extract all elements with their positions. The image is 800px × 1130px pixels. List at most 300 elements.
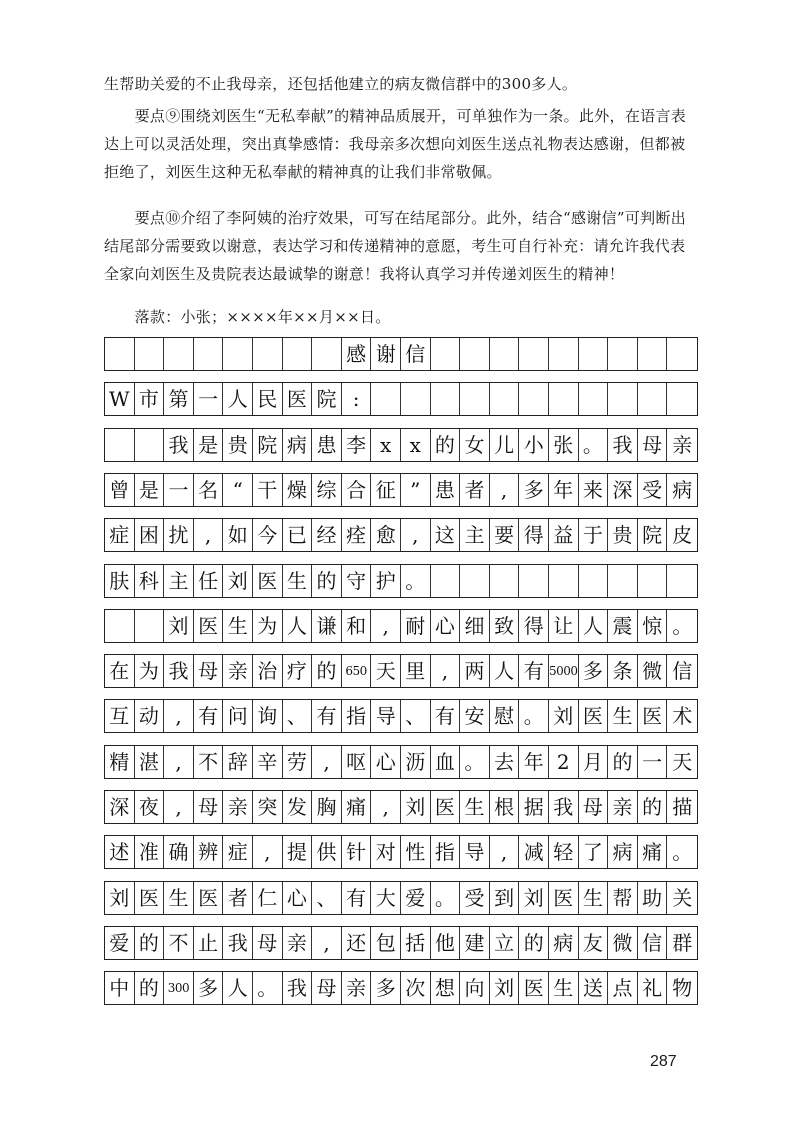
grid-row [104, 926, 698, 960]
grid-cell: 导 [460, 836, 490, 868]
grid-cell: 综 [312, 474, 342, 506]
grid-cell: 深 [105, 791, 135, 823]
grid-cell: 谦 [312, 610, 342, 642]
grid-cell [608, 383, 638, 415]
grid-cell: 精 [105, 746, 135, 778]
grid-cell [431, 383, 461, 415]
grid-cell: 病 [549, 927, 579, 959]
grid-cell: 皮 [672, 523, 693, 548]
grid-cell: 心 [371, 746, 401, 778]
grid-cell: 650 [342, 655, 372, 687]
grid-row [104, 382, 698, 416]
grid-cell: 描 [672, 795, 693, 819]
grid-cell: 有 [519, 655, 549, 687]
grid-cell [608, 565, 638, 597]
grid-cell: , [490, 474, 520, 506]
grid-cell: 一 [194, 383, 224, 415]
grid-cell: 信 [672, 659, 693, 684]
grid-cell: 心 [283, 882, 313, 914]
grid-cell [223, 338, 253, 370]
grid-cell: 爱 [105, 927, 135, 959]
grid-cell: 益 [549, 519, 579, 551]
grid-cell: 患 [431, 474, 461, 506]
grid-cell: 第 [164, 383, 194, 415]
grid-cell: 发 [283, 791, 313, 823]
grid-cell: 有 [312, 700, 342, 732]
grid-cell: 不 [194, 746, 224, 778]
grid-cell: 已 [283, 519, 313, 551]
grid-row [104, 971, 698, 1005]
grid-cell [460, 338, 490, 370]
grid-cell: 爱 [401, 882, 431, 914]
grid-cell: ” [401, 474, 431, 506]
grid-cell: 。 [672, 840, 693, 865]
grid-cell: , [164, 791, 194, 823]
grid-cell: 对 [371, 836, 401, 868]
grid-cell: 人 [579, 610, 609, 642]
grid-cell: 刘 [490, 972, 520, 1004]
grid-cell: 帮 [608, 882, 638, 914]
grid-cell [371, 383, 401, 415]
grid-cell: 心 [431, 610, 461, 642]
grid-cell: 到 [490, 882, 520, 914]
grid-cell: 这 [431, 519, 461, 551]
grid-cell: 受 [460, 882, 490, 914]
grid-cell: 刘 [519, 882, 549, 914]
grid-cell: 述 [105, 836, 135, 868]
grid-cell: , [312, 927, 342, 959]
grid-cell: 年 [549, 474, 579, 506]
grid-cell: 于 [579, 519, 609, 551]
grid-cell: 止 [194, 927, 224, 959]
grid-cell [519, 565, 549, 597]
grid-row [104, 745, 698, 779]
grid-cell: 年 [519, 746, 549, 778]
grid-cell: 要 [490, 519, 520, 551]
grid-cell: 生 [283, 565, 313, 597]
grid-cell [490, 565, 520, 597]
grid-cell: 今 [253, 519, 283, 551]
grid-cell [490, 338, 520, 370]
grid-cell: 母 [194, 655, 224, 687]
grid-row [104, 518, 698, 552]
grid-cell: 询 [253, 700, 283, 732]
grid-cell: 的 [135, 927, 165, 959]
grid-cell: 。 [460, 746, 490, 778]
grid-cell [431, 565, 461, 597]
grid-cell: 安 [460, 700, 490, 732]
grid-cell [579, 565, 609, 597]
paragraph-1: 生帮助关爱的不止我母亲，还包括他建立的病友微信群中的300多人。 [104, 75, 578, 93]
grid-cell: , [371, 791, 401, 823]
grid-cell [460, 565, 490, 597]
grid-cell [519, 383, 549, 415]
grid-cell: 5000 [549, 655, 579, 687]
grid-cell: 院 [253, 429, 283, 461]
grid-cell: 生 [223, 610, 253, 642]
grid-cell: 指 [431, 836, 461, 868]
grid-cell [105, 338, 135, 370]
grid-cell: 亲 [608, 791, 638, 823]
grid-cell: 刘 [105, 882, 135, 914]
grid-cell: 辛 [253, 746, 283, 778]
grid-cell: 天 [672, 749, 693, 774]
grid-cell: 燥 [283, 474, 313, 506]
grid-cell: 沥 [401, 746, 431, 778]
grid-cell: 守 [342, 565, 372, 597]
grid-cell [549, 338, 579, 370]
grid-cell: 导 [371, 700, 401, 732]
grid-cell: 母 [194, 791, 224, 823]
grid-cell: 生 [164, 882, 194, 914]
grid-cell: 任 [194, 565, 224, 597]
grid-cell [638, 565, 668, 597]
grid-row [104, 790, 698, 824]
grid-cell: , [253, 836, 283, 868]
grid-cell: 多 [579, 655, 609, 687]
grid-cell: 得 [519, 610, 549, 642]
grid-cell: 有 [431, 700, 461, 732]
grid-cell: 者 [460, 474, 490, 506]
grid-cell: 医 [519, 972, 549, 1004]
grid-cell: , [371, 610, 401, 642]
grid-cell: 如 [223, 519, 253, 551]
grid-cell: 向 [460, 972, 490, 1004]
grid-cell: 两 [460, 655, 490, 687]
grid-cell: 母 [312, 972, 342, 1004]
grid-cell: W [105, 383, 135, 415]
grid-row [104, 699, 698, 733]
grid-cell: 我 [608, 429, 638, 461]
grid-cell: 有 [342, 882, 372, 914]
grid-cell: 微 [608, 927, 638, 959]
grid-cell: 市 [135, 383, 165, 415]
grid-cell: 人 [223, 972, 253, 1004]
grid-cell: 300 [164, 972, 194, 1004]
grid-cell: 的 [312, 565, 342, 597]
grid-cell: 合 [342, 474, 372, 506]
grid-cell: 生 [549, 972, 579, 1004]
grid-cell: 细 [460, 610, 490, 642]
grid-cell: 不 [164, 927, 194, 959]
grid-cell: 困 [135, 519, 165, 551]
grid-cell: 信 [638, 927, 668, 959]
grid-cell: 确 [164, 836, 194, 868]
grid-cell: 次 [401, 972, 431, 1004]
grid-cell: 想 [431, 972, 461, 1004]
grid-cell: 贵 [223, 429, 253, 461]
grid-cell: 人 [283, 610, 313, 642]
grid-cell: 让 [549, 610, 579, 642]
grid-cell: 物 [672, 976, 693, 1001]
grid-cell: 干 [253, 474, 283, 506]
grid-cell: 一 [164, 474, 194, 506]
grid-cell: 医 [579, 700, 609, 732]
grid-row [104, 881, 698, 915]
paragraph-2: 要点⑨围绕刘医生“无私奉献”的精神品质展开，可单独作为一条。此外，在语言表达上可以灵活处理，突出真挚感情：我母亲多次想向刘医生送点礼物表达感谢，但都被拒绝了，刘医生这种无私奉献的精神真的让我们非常敬佩。 [104, 107, 687, 181]
grid-cell: 亲 [283, 927, 313, 959]
grid-cell: 准 [135, 836, 165, 868]
grid-cell [401, 383, 431, 415]
grid-cell: , [312, 746, 342, 778]
grid-cell: 母 [579, 791, 609, 823]
grid-cell: 慰 [490, 700, 520, 732]
grid-cell [431, 338, 461, 370]
grid-cell: 建 [460, 927, 490, 959]
grid-cell: “ [223, 474, 253, 506]
grid-cell [549, 565, 579, 597]
grid-cell: 受 [638, 474, 668, 506]
grid-cell: 月 [579, 746, 609, 778]
grid-cell: 母 [638, 429, 668, 461]
grid-cell: , [194, 519, 224, 551]
grid-cell: 深 [608, 474, 638, 506]
grid-cell [579, 383, 609, 415]
grid-cell: , [401, 519, 431, 551]
grid-cell [105, 429, 135, 461]
grid-cell: 。 [253, 972, 283, 1004]
grid-cell: 提 [283, 836, 313, 868]
grid-cell: 医 [194, 610, 224, 642]
grid-cell: 名 [194, 474, 224, 506]
grid-cell: 人 [223, 383, 253, 415]
grid-cell: 互 [105, 700, 135, 732]
grid-cell: , [164, 700, 194, 732]
grid-cell: 我 [283, 972, 313, 1004]
grid-cell [490, 383, 520, 415]
grid-cell: 疗 [283, 655, 313, 687]
grid-cell: 征 [371, 474, 401, 506]
grid-cell: 立 [490, 927, 520, 959]
grid-cell: 医 [431, 791, 461, 823]
grid-cell: 民 [253, 383, 283, 415]
grid-cell: 据 [519, 791, 549, 823]
grid-cell: 。 [672, 613, 693, 638]
grid-cell: 病 [672, 477, 693, 502]
grid-cell: 礼 [638, 972, 668, 1004]
grid-cell [667, 565, 697, 597]
paragraph-4: 落款：小张；××××年××月××日。 [104, 308, 391, 326]
grid-cell: 我 [549, 791, 579, 823]
grid-cell: 院 [638, 519, 668, 551]
grid-cell: 耐 [401, 610, 431, 642]
grid-cell: 痛 [638, 836, 668, 868]
grid-row [104, 654, 698, 688]
grid-cell: 是 [135, 474, 165, 506]
grid-cell: 和 [342, 610, 372, 642]
grid-cell: 。 [579, 429, 609, 461]
grid-cell: 辞 [223, 746, 253, 778]
grid-cell: 我 [164, 429, 194, 461]
grid-cell: 湛 [135, 746, 165, 778]
grid-cell: 是 [194, 429, 224, 461]
grid-cell: 了 [579, 836, 609, 868]
grid-cell: 的 [608, 746, 638, 778]
grid-row [104, 835, 698, 869]
grid-cell: 主 [164, 565, 194, 597]
grid-cell: 多 [194, 972, 224, 1004]
grid-cell [164, 338, 194, 370]
grid-cell: 轻 [549, 836, 579, 868]
grid-row [104, 564, 698, 598]
grid-cell: 、 [283, 700, 313, 732]
grid-cell: 主 [460, 519, 490, 551]
grid-row [104, 609, 698, 643]
grid-cell: 夜 [135, 791, 165, 823]
grid-cell: 的 [431, 429, 461, 461]
grid-cell: 2 [549, 746, 579, 778]
grid-cell: 张 [549, 429, 579, 461]
grid-cell: 生 [460, 791, 490, 823]
grid-cell [312, 338, 342, 370]
grid-cell [283, 338, 313, 370]
grid-cell: 的 [638, 791, 668, 823]
grid-cell: 震 [608, 610, 638, 642]
grid-cell [194, 338, 224, 370]
grid-cell: 去 [490, 746, 520, 778]
grid-cell: 为 [253, 610, 283, 642]
grid-cell: 还 [342, 927, 372, 959]
grid-cell: 他 [431, 927, 461, 959]
grid-cell: 病 [283, 429, 313, 461]
grid-cell: , [164, 746, 194, 778]
grid-cell: 。 [519, 700, 549, 732]
grid-cell: 刘 [401, 791, 431, 823]
grid-cell: 胸 [312, 791, 342, 823]
grid-cell: 、 [312, 882, 342, 914]
grid-cell [135, 610, 165, 642]
grid-cell: 中 [105, 972, 135, 1004]
grid-cell: 减 [519, 836, 549, 868]
grid-cell: 人 [490, 655, 520, 687]
grid-cell: 关 [672, 885, 693, 910]
grid-cell: 辨 [194, 836, 224, 868]
grid-cell: 动 [135, 700, 165, 732]
grid-cell: 群 [672, 930, 693, 955]
grid-cell: 。 [431, 882, 461, 914]
grid-cell [105, 610, 135, 642]
grid-cell: 医 [283, 383, 313, 415]
grid-cell: 条 [608, 655, 638, 687]
grid-cell: 刘 [549, 700, 579, 732]
grid-cell: 突 [253, 791, 283, 823]
grid-cell: 刘 [164, 610, 194, 642]
grid-cell: 治 [253, 655, 283, 687]
grid-cell: 医 [194, 882, 224, 914]
grid-cell: 送 [579, 972, 609, 1004]
grid-cell: 刘 [223, 565, 253, 597]
grid-cell: 多 [371, 972, 401, 1004]
grid-cell: 曾 [105, 474, 135, 506]
grid-cell: 医 [638, 700, 668, 732]
grid-cell: 友 [579, 927, 609, 959]
grid-cell: 括 [401, 927, 431, 959]
grid-cell [519, 338, 549, 370]
grid-row [104, 473, 698, 507]
grid-cell: 包 [371, 927, 401, 959]
grid-cell: 里 [401, 655, 431, 687]
grid-cell: 病 [608, 836, 638, 868]
grid-cell: 多 [519, 474, 549, 506]
grid-cell: 痊 [342, 519, 372, 551]
grid-cell: 经 [312, 519, 342, 551]
grid-cell: 肤 [105, 565, 135, 597]
grid-cell: 痛 [342, 791, 372, 823]
grid-cell [638, 383, 668, 415]
grid-cell: 医 [253, 565, 283, 597]
grid-cell: 我 [223, 927, 253, 959]
grid-cell [638, 338, 668, 370]
grid-cell [608, 338, 638, 370]
grid-cell: 得 [519, 519, 549, 551]
grid-cell: 呕 [342, 746, 372, 778]
grid-cell: 的 [135, 972, 165, 1004]
grid-cell: 信 [401, 338, 431, 370]
grid-cell: x [371, 429, 401, 461]
grid-cell [667, 383, 697, 415]
grid-cell: 李 [342, 429, 372, 461]
grid-cell: 亲 [342, 972, 372, 1004]
grid-cell: 惊 [638, 610, 668, 642]
grid-cell: 供 [312, 836, 342, 868]
grid-cell: 生 [608, 700, 638, 732]
grid-cell: 护 [371, 565, 401, 597]
grid-cell: 劳 [283, 746, 313, 778]
grid-cell: 母 [253, 927, 283, 959]
grid-cell: 问 [223, 700, 253, 732]
grid-cell: 科 [135, 565, 165, 597]
grid-cell: 亲 [672, 432, 693, 457]
grid-cell [549, 383, 579, 415]
grid-cell: 愈 [371, 519, 401, 551]
grid-cell [253, 338, 283, 370]
grid-cell [667, 338, 697, 370]
page-number: 287 [650, 1053, 677, 1070]
grid-cell: 亲 [223, 791, 253, 823]
grid-cell: 术 [672, 704, 693, 729]
grid-cell: 儿 [490, 429, 520, 461]
grid-cell: 医 [549, 882, 579, 914]
grid-row [104, 428, 698, 462]
grid-cell: 院 [312, 383, 342, 415]
grid-cell: 为 [135, 655, 165, 687]
grid-cell: 的 [519, 927, 549, 959]
grid-cell: 贵 [608, 519, 638, 551]
grid-cell: 谢 [371, 338, 401, 370]
grid-cell: 、 [401, 700, 431, 732]
grid-cell: 我 [164, 655, 194, 687]
grid-cell: 亲 [223, 655, 253, 687]
grid-cell [460, 383, 490, 415]
grid-cell [579, 338, 609, 370]
paragraph-3: 要点⑩介绍了李阿姨的治疗效果，可写在结尾部分。此外，结合“感谢信”可判断出结尾部分需要致以谢意，表达学习和传递精神的意愿，考生可自行补充：请允许我代表全家向刘医生及贵院表达最诚挚的谢意！我将认真学习并传递刘医生的精神！ [104, 209, 687, 283]
grid-cell: 点 [608, 972, 638, 1004]
grid-cell: 症 [223, 836, 253, 868]
grid-cell: , [490, 836, 520, 868]
grid-cell: 血 [431, 746, 461, 778]
grid-cell: 来 [579, 474, 609, 506]
grid-cell: 扰 [164, 519, 194, 551]
grid-cell: 根 [490, 791, 520, 823]
grid-cell: x [401, 429, 431, 461]
grid-cell: 微 [638, 655, 668, 687]
grid-cell: 者 [223, 882, 253, 914]
grid-cell: 仁 [253, 882, 283, 914]
grid-cell [135, 338, 165, 370]
grid-cell: 医 [135, 882, 165, 914]
grid-row [104, 337, 698, 371]
grid-cell: 在 [105, 655, 135, 687]
